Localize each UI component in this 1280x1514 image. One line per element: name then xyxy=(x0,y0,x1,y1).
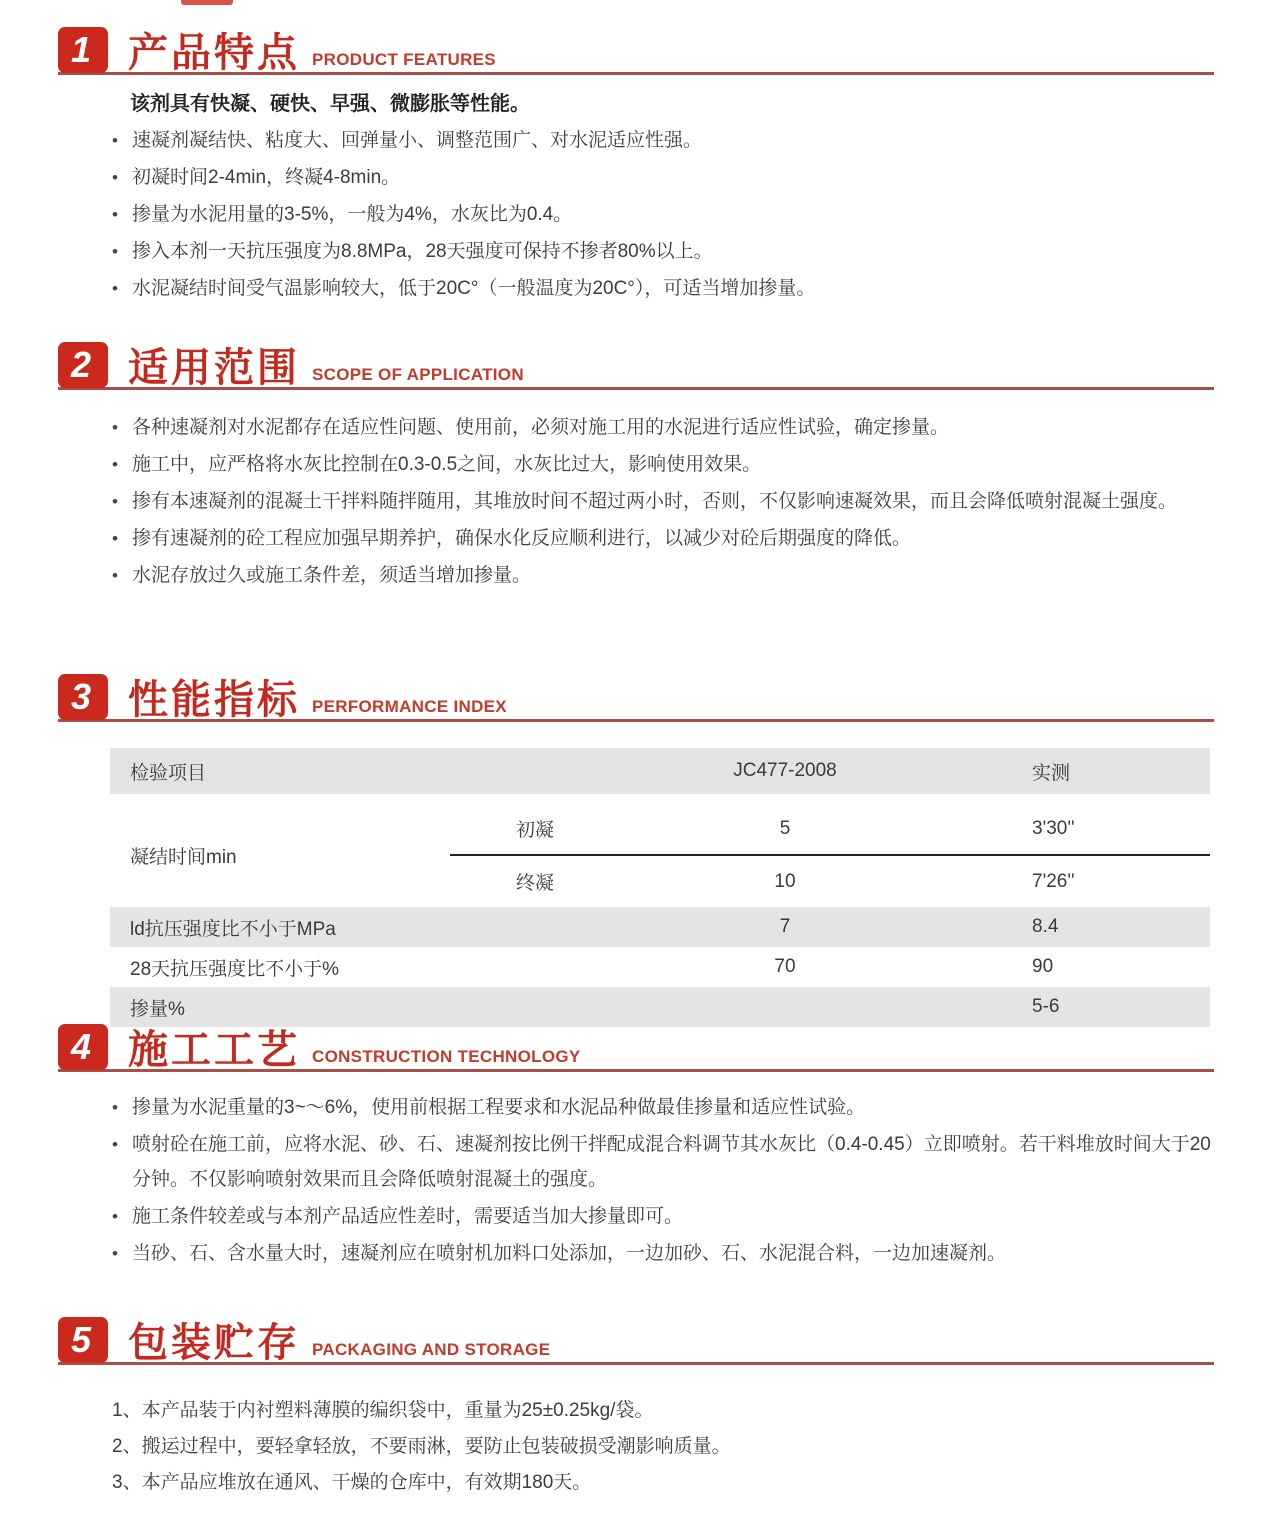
section-title-en: PRODUCT FEATURES xyxy=(312,50,496,69)
header-standard: JC477-2008 xyxy=(620,748,950,794)
numbered-item: 3、本产品应堆放在通风、干燥的仓库中，有效期180天。 xyxy=(112,1472,592,1493)
numbered-item: 2、搬运过程中，要轻拿轻放，不要雨淋，要防止包装破损受潮影响质量。 xyxy=(112,1436,731,1457)
table-row-28d-strength xyxy=(110,947,1210,987)
section-title-en: CONSTRUCTION TECHNOLOGY xyxy=(312,1047,581,1066)
table-spacer-row xyxy=(110,794,1210,803)
cell-initial-measured: 3'30'' xyxy=(950,803,1210,855)
cell-initial-standard: 5 xyxy=(620,803,950,855)
table-header-row xyxy=(110,748,1210,794)
cell-final-standard: 10 xyxy=(620,855,950,907)
cell-setting-time-label: 凝结时间min xyxy=(110,803,450,907)
packaging-list xyxy=(58,1393,1214,1501)
section-title-cn: 施工工艺 xyxy=(128,1028,300,1072)
bullet-item: • 初凝时间2-4min，终凝4-8min。 xyxy=(132,160,1214,195)
cell-item: 掺量% xyxy=(110,987,620,1027)
bullet-item: • 当砂、石、含水量大时，速凝剂应在喷射机加料口处添加，一边加砂、石、水泥混合料，一边加速凝剂。 xyxy=(132,1236,1214,1271)
section-packaging-storage xyxy=(58,1315,1214,1501)
bullet-item: • 掺入本剂一天抗压强度为8.8MPa，28天强度可保持不掺者80%以上。 xyxy=(132,234,1214,269)
cell-initial-label: 初凝 xyxy=(450,803,620,855)
cell-measured: 5-6 xyxy=(950,987,1210,1027)
section-number-badge: 1 xyxy=(58,27,108,73)
cell-final-label: 终凝 xyxy=(450,855,620,907)
section-construction-technology xyxy=(58,1022,1214,1273)
table-row-dosage xyxy=(110,987,1210,1027)
section-title-en: PACKAGING AND STORAGE xyxy=(312,1340,551,1359)
section-product-features xyxy=(58,25,1214,308)
bullet-item: • 喷射砼在施工前，应将水泥、砂、石、速凝剂按比例干拌配成混合料调节其水灰比（0.4-0.45）立即喷射。若干料堆放时间大于20分钟。不仅影响喷射效果而且会降低喷射混凝土的强度。 xyxy=(132,1127,1214,1197)
section-number-badge: 5 xyxy=(58,1317,108,1363)
cell-standard: 7 xyxy=(620,907,950,947)
product-features-intro: 该剂具有快凝、硬快、早强、微膨胀等性能。 xyxy=(130,93,530,115)
construction-list xyxy=(58,1090,1214,1271)
page-top-red-fragment xyxy=(181,0,233,5)
table-row-1d-strength xyxy=(110,907,1210,947)
table-row-setting-initial xyxy=(110,803,1210,855)
cell-measured: 8.4 xyxy=(950,907,1210,947)
scope-list xyxy=(58,410,1214,593)
bullet-item: • 水泥存放过久或施工条件差，须适当增加掺量。 xyxy=(132,558,1214,593)
bullet-item: • 施工条件较差或与本剂产品适应性差时，需要适当加大掺量即可。 xyxy=(132,1199,1214,1234)
cell-final-measured: 7'26'' xyxy=(950,855,1210,907)
bullet-item: • 各种速凝剂对水泥都存在适应性问题、使用前，必须对施工用的水泥进行适应性试验，确定掺量。 xyxy=(132,410,1214,445)
section-title-en: SCOPE OF APPLICATION xyxy=(312,365,524,384)
section-title-cn: 性能指标 xyxy=(128,678,300,722)
section-title-cn: 产品特点 xyxy=(128,31,300,75)
header-measured: 实测 xyxy=(950,748,1210,794)
header-sub xyxy=(450,748,620,794)
section-header xyxy=(58,672,1214,722)
section-title-cn: 包装贮存 xyxy=(128,1321,300,1365)
section-performance-index xyxy=(58,672,1214,1027)
cell-measured: 90 xyxy=(950,947,1210,987)
section-title-en: PERFORMANCE INDEX xyxy=(312,697,507,716)
bullet-item: • 水泥凝结时间受气温影响较大，低于20C°（一般温度为20C°），可适当增加掺量。 xyxy=(132,271,1214,306)
cell-standard: 70 xyxy=(620,947,950,987)
cell-item: ld抗压强度比不小于MPa xyxy=(110,907,620,947)
bullet-item: • 施工中，应严格将水灰比控制在0.3-0.5之间，水灰比过大，影响使用效果。 xyxy=(132,447,1214,482)
section-header xyxy=(58,340,1214,390)
section-number-badge: 4 xyxy=(58,1024,108,1070)
bullet-item: • 掺量为水泥用量的3-5%，一般为4%，水灰比为0.4。 xyxy=(132,197,1214,232)
bullet-item: • 速凝剂凝结快、粘度大、回弹量小、调整范围广、对水泥适应性强。 xyxy=(132,123,1214,158)
section-number-badge: 3 xyxy=(58,674,108,720)
cell-standard xyxy=(620,987,950,1027)
section-scope-of-application xyxy=(58,340,1214,595)
section-number-badge: 2 xyxy=(58,342,108,388)
bullet-item: • 掺量为水泥重量的3~～6%，使用前根据工程要求和水泥品种做最佳掺量和适应性试验。 xyxy=(132,1090,1214,1125)
section-header xyxy=(58,25,1214,75)
bullet-item: • 掺有本速凝剂的混凝土干拌料随拌随用，其堆放时间不超过两小时，否则，不仅影响速凝效果，而且会降低喷射混凝土强度。 xyxy=(132,484,1214,519)
numbered-item: 1、本产品装于内衬塑料薄膜的编织袋中，重量为25±0.25kg/袋。 xyxy=(112,1400,654,1421)
performance-table xyxy=(110,748,1210,1027)
section-header xyxy=(58,1022,1214,1072)
cell-item: 28天抗压强度比不小于% xyxy=(110,947,620,987)
section-header xyxy=(58,1315,1214,1365)
section-title-cn: 适用范围 xyxy=(128,346,300,390)
header-item: 检验项目 xyxy=(110,748,450,794)
bullet-item: • 掺有速凝剂的砼工程应加强早期养护，确保水化反应顺利进行，以减少对砼后期强度的降低。 xyxy=(132,521,1214,556)
product-features-list xyxy=(58,123,1214,306)
